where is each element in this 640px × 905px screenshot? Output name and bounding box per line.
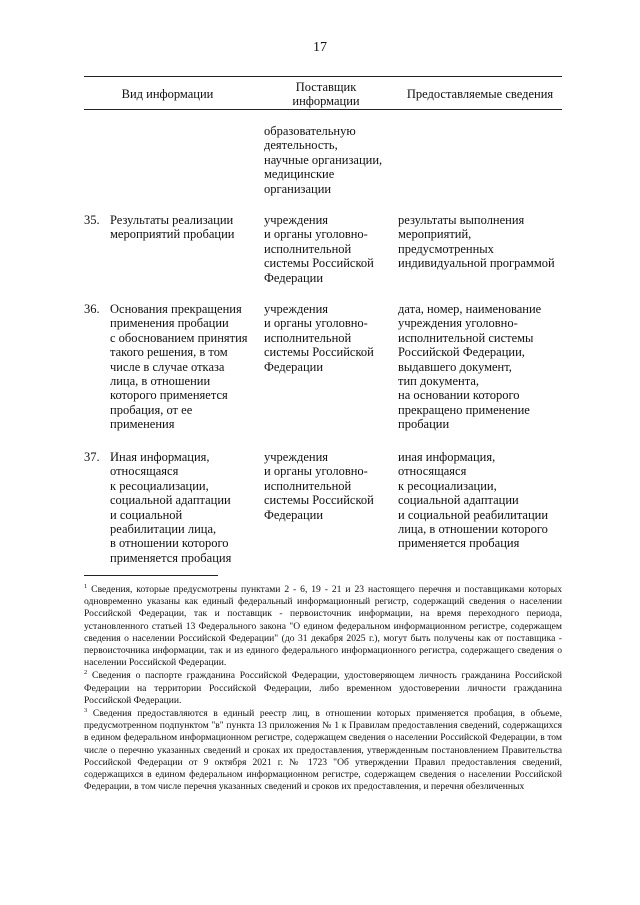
footnote (84, 670, 562, 707)
row-number: 37. (84, 450, 100, 464)
row-info-type: Результаты реализации мероприятий пробации (110, 213, 235, 242)
row-provided-data: дата, номер, наименование учреждения уголовно- исполнительной системы Российской Федерации, выдавшего документ, тип документа, на основании которого прекращено применение пробации (398, 302, 542, 432)
footnote-mark: 1 (84, 582, 88, 590)
footnote-mark: 2 (84, 669, 88, 677)
table-header-border (84, 109, 562, 110)
footnote-text: Сведения предоставляются в единый реестр лиц, в отношении которых применяется пробация, в объеме, предусмотренном подпунктом "в" пункта 13 приложения № 1 к Правилам предоставления сведений, содержащихся в едином федеральном информационном регистре, содержащем сведения о населении Российской Федерации, в том числе о перечню указанных сведений и сроках их предоставления, утвержденным постановлением Правительства Российской Федерации от 9 октября 2021 г. № 1723 "Об утверждении Правил предоставления сведений, содержащихся в едином федеральном информационном регистре, содержащем сведения о населении Российской Федерации, в том числе перечня указанных сведений и сроков их предоставления, и перечня обезличенных (84, 708, 562, 793)
page-number: 17 (313, 40, 327, 55)
footnote-text: Сведения о паспорте гражданина Российской Федерации, удостоверяющем личность гражданина Российской Федерации на территории Российской Федерации, либо временном удостоверении личности гражданина Российской Федерации. (84, 670, 563, 706)
row-number: 35. (84, 213, 100, 227)
footnote-mark: 3 (84, 706, 88, 714)
footnote (84, 708, 562, 793)
row-provider: учреждения и органы уголовно- исполнительной системы Российской Федерации (264, 450, 374, 522)
row-info-type: Основания прекращения применения пробации с обоснованием принятия такого решения, в том числе в случае отказа лица, в отношении которого применяется пробация, от ее применения (110, 302, 248, 432)
row-provided-data: результаты выполнения мероприятий, предусмотренных индивидуальной программой (398, 213, 555, 271)
row-provider: учреждения и органы уголовно- исполнительной системы Российской Федерации (264, 302, 374, 374)
footnote-separator (84, 575, 218, 576)
footnote (84, 584, 562, 669)
header-provider: Поставщик информации (292, 80, 360, 108)
footnote-text: Сведения, которые предусмотрены пунктами 2 - 6, 19 - 21 и 23 настоящего перечня и поставщиками которых одновременно указаны как единый федеральный информационный регистр, содержащий сведения о населении Российской Федерации, так и поставщик - первоисточник информации, на время переходного периода, установленного статьей 13 Федерального закона "О едином федеральном информационном регистре, содержащем сведения о населении Российской Федерации" (до 31 декабря 2025 г.), могут быть получены как от поставщика - первоисточника информации, так и из единого федерального информационного регистра, содержащего сведения о населении Российской Федерации. (84, 584, 562, 669)
header-info-type: Вид информации (121, 87, 214, 101)
header-provided-data: Предоставляемые сведения (406, 87, 554, 101)
continuation-provider: образовательную деятельность, научные организации, медицинские организации (264, 124, 383, 196)
table-top-border (84, 76, 562, 77)
row-provider: учреждения и органы уголовно- исполнительной системы Российской Федерации (264, 213, 374, 285)
row-info-type: Иная информация, относящаяся к ресоциализации, социальной адаптации и социальной реабилитации лица, в отношении которого применяется пробация (110, 450, 232, 565)
row-provided-data: иная информация, относящаяся к ресоциализации, социальной адаптации и социальной реабилитации лица, в отношении которого применяется пробация (398, 450, 549, 551)
row-number: 36. (84, 302, 100, 316)
footnotes (84, 584, 562, 794)
